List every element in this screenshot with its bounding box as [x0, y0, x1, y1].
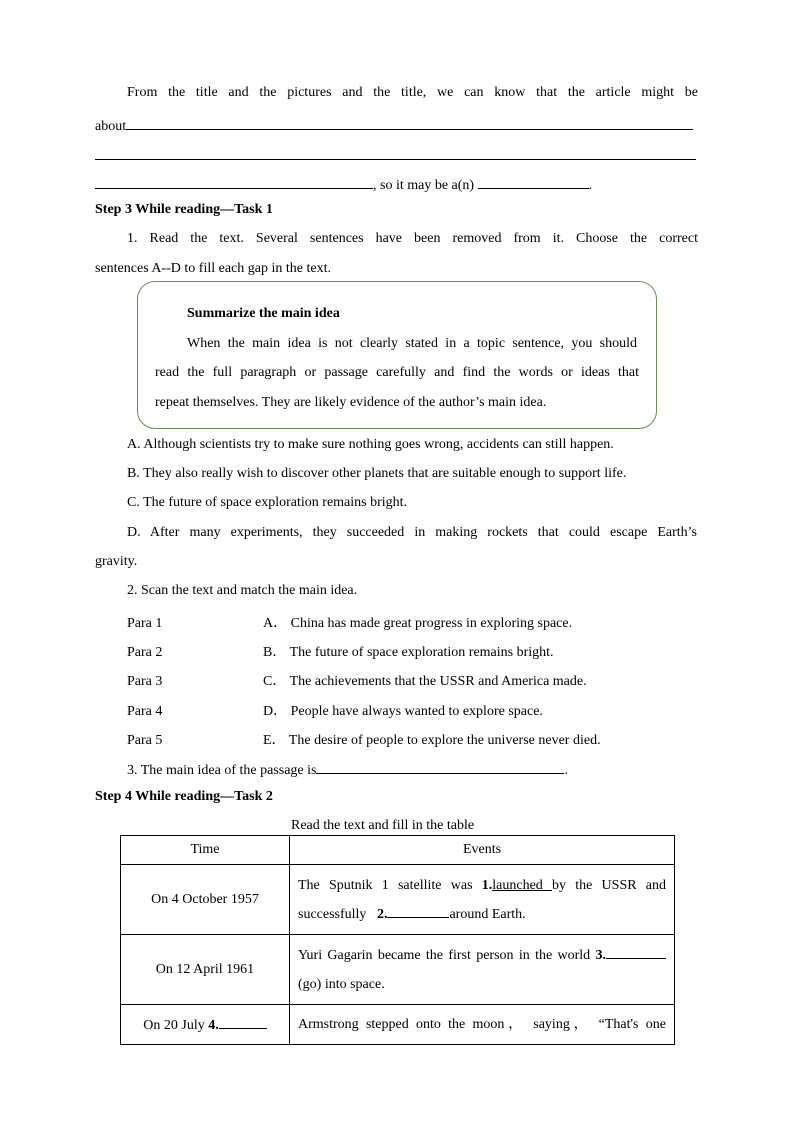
table-row	[121, 935, 675, 1005]
instruction-3-period: .	[564, 763, 568, 778]
header-events: Events	[290, 836, 675, 865]
blank-number: 1.	[481, 877, 493, 893]
match-row	[127, 612, 572, 632]
events-cell	[290, 865, 675, 935]
tip-title: Summarize the main idea	[187, 306, 340, 321]
instruction-1a: 1. Read the text. Several sentences have been removed from it. Choose the correct	[127, 231, 698, 246]
tip-line-3: repeat themselves. They are likely evidence of the author’s main idea.	[155, 395, 547, 410]
match-row	[127, 641, 554, 661]
time-text: On 20 July	[143, 1018, 209, 1033]
match-idea: A． China has made great progress in exploring space.	[263, 616, 573, 631]
intro-line-3	[95, 145, 696, 165]
events-cell	[290, 935, 675, 1005]
event-text: around Earth.	[449, 906, 526, 922]
match-idea: B． The future of space exploration remains bright.	[263, 645, 554, 660]
match-row	[127, 700, 543, 720]
header-time: Time	[121, 836, 290, 865]
match-idea: E． The desire of people to explore the universe never died.	[263, 733, 601, 748]
about-blank-3[interactable]	[95, 174, 373, 189]
event-text: (go) into space.	[298, 976, 385, 992]
table-row	[121, 1005, 675, 1045]
tip-line-1: When the main idea is not clearly stated in a topic sentence, you should	[187, 336, 637, 351]
main-idea-blank[interactable]	[316, 759, 564, 774]
intro-line-4	[95, 174, 592, 194]
instruction-3	[127, 759, 568, 779]
option-d-b: gravity.	[95, 554, 138, 569]
match-row	[127, 729, 601, 749]
blank-number: 3.	[595, 947, 606, 963]
blank-number: 4.	[208, 1018, 219, 1033]
option-b: B. They also really wish to discover other planets that are suitable enough to support life.	[127, 466, 627, 481]
intro-line-2	[95, 115, 693, 135]
intro-line-1: From the title and the pictures and the title, we can know that the article might be	[127, 85, 698, 100]
option-a: A. Although scientists try to make sure nothing goes wrong, accidents can still happen.	[127, 437, 614, 452]
instruction-3-text: 3. The main idea of the passage is	[127, 763, 317, 778]
answer-blank[interactable]	[219, 1015, 267, 1029]
answer-filled: launched	[492, 877, 552, 893]
blank-number: 2.	[376, 906, 388, 922]
event-text: The Sputnik 1 satellite was	[298, 877, 482, 893]
about-blank-1[interactable]	[126, 115, 693, 130]
events-cell: Armstrong stepped onto the moon， saying， “That's one	[290, 1005, 675, 1045]
instruction-2: 2. Scan the text and match the main idea.	[127, 583, 358, 598]
event-text: Yuri Gagarin became the first person in the world	[298, 947, 596, 963]
match-para: Para 3	[127, 674, 163, 689]
instruction-1b: sentences A--D to fill each gap in the text.	[95, 261, 331, 276]
match-para: Para 1	[127, 616, 163, 631]
so-it-may-be-label: , so it may be a(n)	[373, 178, 475, 193]
match-row	[127, 670, 587, 690]
match-para: Para 2	[127, 645, 163, 660]
answer-blank[interactable]	[606, 945, 666, 959]
match-para: Para 5	[127, 733, 163, 748]
match-para: Para 4	[127, 704, 163, 719]
events-table	[120, 835, 675, 1045]
tip-line-2: read the full paragraph or passage carefully and find the words or ideas that	[155, 365, 639, 380]
step3-heading: Step 3 While reading—Task 1	[95, 202, 273, 217]
match-idea: D． People have always wanted to explore space.	[263, 704, 543, 719]
time-cell: On 4 October 1957	[121, 865, 290, 935]
period: .	[588, 178, 593, 193]
table-caption: Read the text and fill in the table	[291, 818, 475, 833]
table-header-row	[121, 836, 675, 865]
option-c: C. The future of space exploration remains bright.	[127, 495, 408, 510]
match-idea: C． The achievements that the USSR and America made.	[263, 674, 587, 689]
about-label: about	[95, 119, 127, 134]
time-cell: On 12 April 1961	[121, 935, 290, 1005]
answer-blank[interactable]	[387, 904, 449, 918]
option-d-a: D. After many experiments, they succeeded in making rockets that could escape Earth’s	[127, 525, 697, 540]
table-row	[121, 865, 675, 935]
step4-heading: Step 4 While reading—Task 2	[95, 789, 273, 804]
about-blank-2[interactable]	[95, 145, 696, 160]
type-blank[interactable]	[478, 174, 589, 189]
event-text: by the USSR and successfully	[298, 877, 666, 922]
time-cell	[121, 1005, 290, 1045]
